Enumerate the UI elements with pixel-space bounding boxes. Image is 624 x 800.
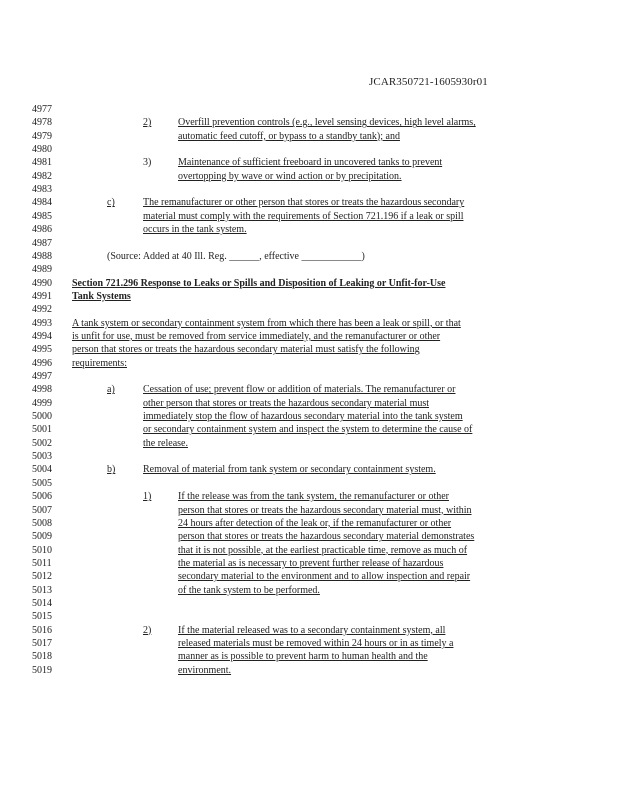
amended-text-line: Cessation of use; prevent flow or addition of materials. The remanufacturer or xyxy=(143,384,456,396)
line-number: 4982 xyxy=(32,170,52,182)
amended-text-line: Maintenance of sufficient freeboard in uncovered tanks to prevent xyxy=(178,157,443,169)
line-number: 4993 xyxy=(32,317,52,329)
line-number: 4986 xyxy=(32,224,52,236)
intro-paragraph-line: person that stores or treats the hazardous secondary material must satisfy the following xyxy=(72,344,420,356)
line-number: 5004 xyxy=(32,464,52,476)
amended-text-line: the release. xyxy=(143,437,188,449)
line-number: 5000 xyxy=(32,411,52,422)
line-number: 5013 xyxy=(32,584,52,596)
line-number: 5008 xyxy=(32,517,52,529)
line-number: 5002 xyxy=(32,437,52,449)
amended-text-line: the material as is necessary to prevent further release of hazardous xyxy=(178,557,444,569)
line-number: 5011 xyxy=(32,557,52,569)
line-number: 5019 xyxy=(32,664,52,676)
line-number: 4994 xyxy=(32,330,52,342)
line-number: 4988 xyxy=(32,250,52,262)
line-number: 5016 xyxy=(32,624,52,636)
amended-text-line: If the release was from the tank system, the remanufacturer or other xyxy=(178,491,449,503)
amended-text-line: secondary material to the environment and to allow inspection and repair xyxy=(178,571,471,583)
list-marker: c) xyxy=(107,197,115,209)
amended-text-line: If the material released was to a secondary containment system, all xyxy=(178,624,446,636)
amended-text-line: environment. xyxy=(178,664,232,676)
source-note: (Source: Added at 40 Ill. Reg. ______, effective ____________) xyxy=(107,250,365,262)
line-number: 5018 xyxy=(32,651,52,663)
line-number: 5010 xyxy=(32,544,52,556)
document-id-header: JCAR350721-1605930r01 xyxy=(369,76,488,88)
intro-paragraph-line: requirements: xyxy=(72,357,127,369)
amended-text-line: person that stores or treats the hazardous secondary material demonstrates xyxy=(178,531,475,543)
line-number: 5007 xyxy=(32,504,52,516)
line-number: 4992 xyxy=(32,304,52,316)
line-number: 4979 xyxy=(32,130,52,142)
line-number: 4989 xyxy=(32,264,52,276)
list-marker: 2) xyxy=(143,624,152,636)
section-heading: Tank Systems xyxy=(72,290,131,302)
amended-text-line: released materials must be removed within 24 hours or in as timely a xyxy=(178,638,454,649)
line-number: 5012 xyxy=(32,571,52,583)
list-marker: b) xyxy=(107,464,116,476)
line-number: 4978 xyxy=(32,117,52,129)
amended-text-line: Overfill prevention controls (e.g., level sensing devices, high level alarms, xyxy=(178,117,476,129)
amended-text-line: immediately stop the flow of hazardous secondary material into the tank system xyxy=(143,411,463,422)
line-number: 5005 xyxy=(32,477,52,489)
line-number: 5003 xyxy=(32,451,52,463)
line-number: 4983 xyxy=(32,184,52,196)
line-number: 4998 xyxy=(32,384,52,396)
amended-text-line: Removal of material from tank system or secondary containment system. xyxy=(143,464,436,476)
section-heading: Section 721.296 Response to Leaks or Spills and Disposition of Leaking or Unfit-for-Use xyxy=(72,277,446,289)
line-number: 4990 xyxy=(32,277,52,289)
list-marker: 2) xyxy=(143,117,152,129)
line-number: 4991 xyxy=(32,290,52,302)
line-number: 4987 xyxy=(32,237,52,249)
line-number: 5001 xyxy=(32,424,52,436)
list-marker: 1) xyxy=(143,491,152,503)
amended-text-line: person that stores or treats the hazardous secondary material must, within xyxy=(178,504,472,516)
line-number: 4984 xyxy=(32,197,52,209)
line-number: 4977 xyxy=(32,104,52,115)
line-number: 4985 xyxy=(32,210,52,222)
amended-text-line: of the tank system to be performed. xyxy=(178,584,320,596)
amended-text-line: that it is not possible, at the earliest practicable time, remove as much of xyxy=(178,544,468,556)
amended-text-line: or secondary containment system and inspect the system to determine the cause of xyxy=(143,424,473,436)
amended-text-line: material must comply with the requirements of Section 721.196 if a leak or spill xyxy=(143,210,464,222)
line-number: 5015 xyxy=(32,611,52,623)
amended-text-line: 24 hours after detection of the leak or, if the remanufacturer or other xyxy=(178,517,452,529)
amended-text-line: overtopping by wave or wind action or by precipitation. xyxy=(178,170,402,182)
line-number: 4999 xyxy=(32,397,52,409)
line-number: 4981 xyxy=(32,157,52,169)
line-number: 4980 xyxy=(32,144,52,155)
line-number: 4995 xyxy=(32,344,52,356)
line-number: 4997 xyxy=(32,371,52,382)
intro-paragraph-line: is unfit for use, must be removed from service immediately, and the remanufacturer or other xyxy=(72,330,441,342)
amended-text-line: other person that stores or treats the hazardous secondary material must xyxy=(143,397,430,409)
line-number: 5014 xyxy=(32,597,52,609)
line-number: 5017 xyxy=(32,638,52,649)
line-number: 4996 xyxy=(32,357,52,369)
amended-text-line: automatic feed cutoff, or bypass to a standby tank); and xyxy=(178,130,400,142)
amended-text-line: The remanufacturer or other person that stores or treats the hazardous secondary xyxy=(143,197,465,209)
list-marker: a) xyxy=(107,384,115,396)
amended-text-line: occurs in the tank system. xyxy=(143,224,247,236)
intro-paragraph-line: A tank system or secondary containment system from which there has been a leak or spill, or that xyxy=(72,317,461,329)
list-marker: 3) xyxy=(143,157,152,169)
amended-text-line: manner as is possible to prevent harm to human health and the xyxy=(178,651,428,663)
line-number: 5009 xyxy=(32,531,52,543)
line-number: 5006 xyxy=(32,491,52,503)
